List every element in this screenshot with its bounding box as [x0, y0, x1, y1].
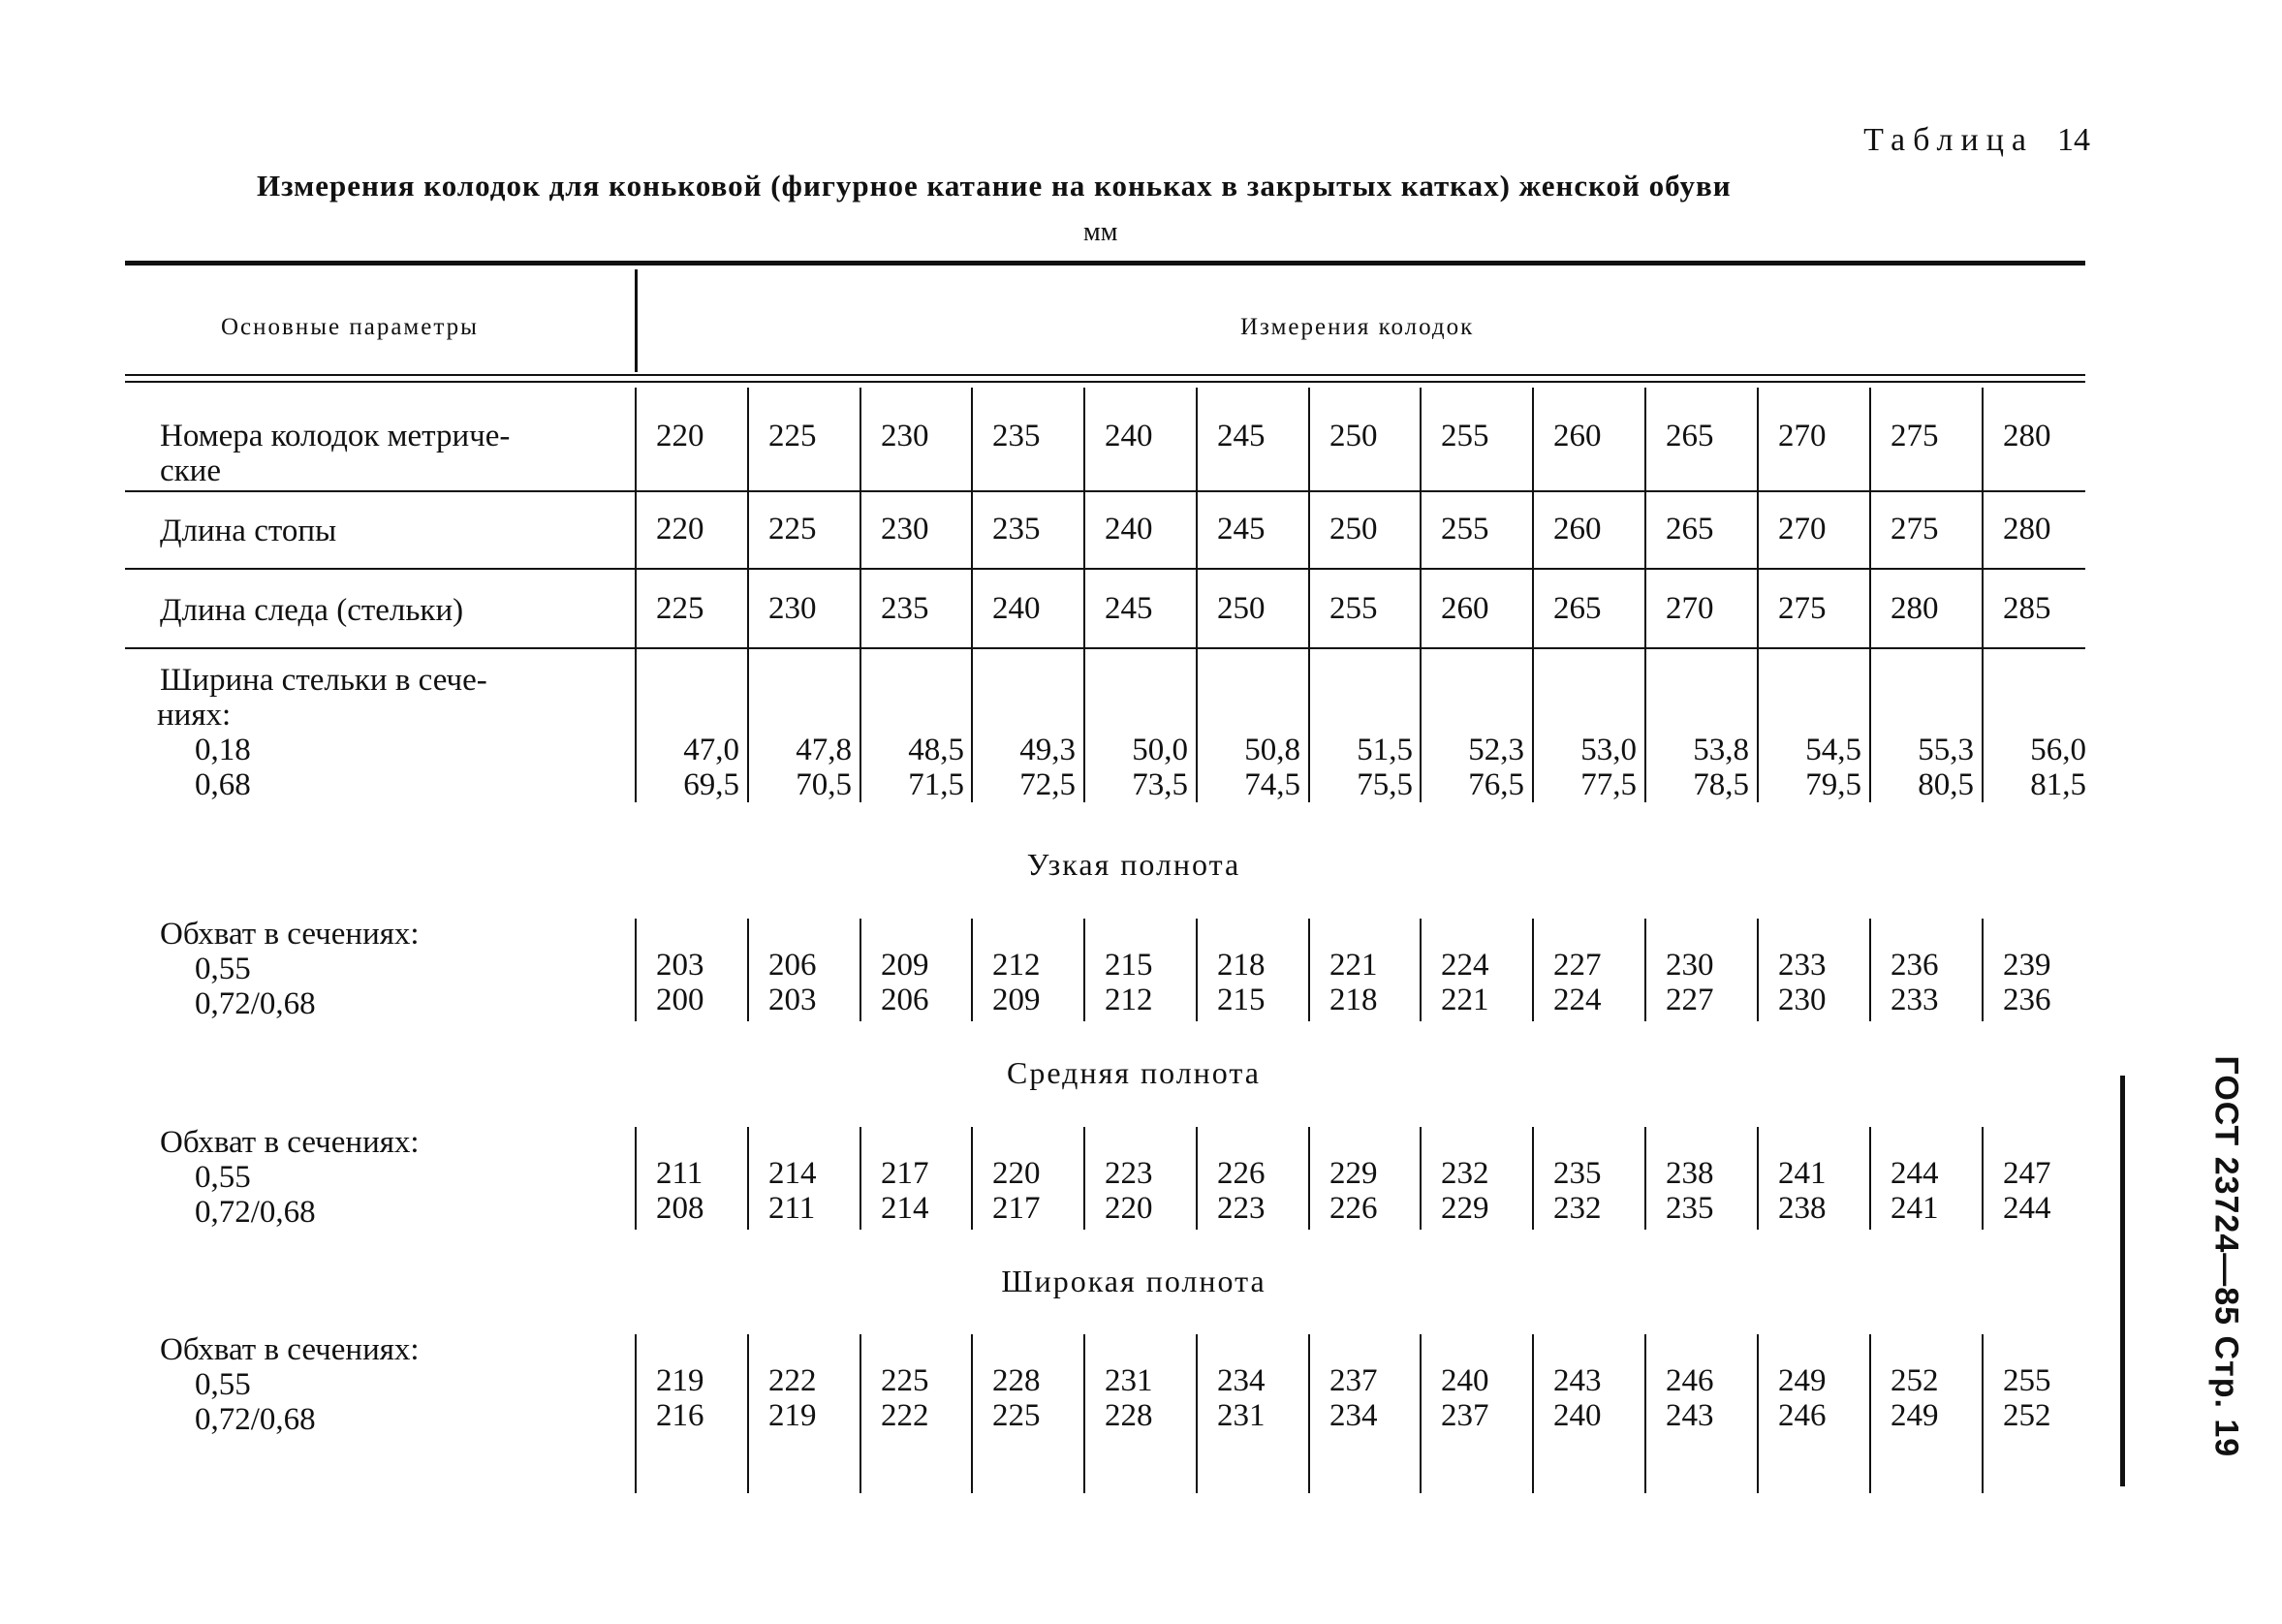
cell-foot-11: 275 [1891, 512, 1939, 547]
cell-section-1-a-9: 238 [1666, 1156, 1714, 1191]
cell-section-1-b-12: 244 [2003, 1191, 2051, 1226]
label-metric-numbers-line1: Номера колодок метриче- [160, 419, 511, 453]
label-insole-width-line2: ниях: [157, 698, 232, 733]
cell-section-1-a-7: 232 [1441, 1156, 1489, 1191]
cell-width-018-10: 54,5 [1805, 733, 1861, 767]
cell-section-1-b-8: 232 [1553, 1191, 1602, 1226]
cell-section-2-a-5: 234 [1217, 1363, 1266, 1398]
row-rule-insole [125, 647, 2085, 649]
cell-section-0-b-9: 227 [1666, 983, 1714, 1017]
cell-width-018-9: 53,8 [1693, 733, 1749, 767]
cell-section-0-a-9: 230 [1666, 948, 1714, 983]
row-rule-foot [125, 568, 2085, 570]
header-divider [635, 269, 638, 372]
cell-section-0-a-4: 215 [1105, 948, 1153, 983]
col-line-section-0-4 [1083, 919, 1085, 1021]
cell-insole-length-2: 235 [881, 591, 929, 626]
cell-section-2-b-8: 240 [1553, 1398, 1602, 1433]
cell-section-0-b-4: 212 [1105, 983, 1153, 1017]
col-line-section-2-11 [1869, 1334, 1871, 1493]
cell-section-0-b-7: 221 [1441, 983, 1489, 1017]
cell-section-1-b-5: 223 [1217, 1191, 1266, 1226]
col-line-section-2-7 [1420, 1334, 1422, 1493]
label-metric-numbers [160, 419, 510, 488]
label-girth-narrow [160, 917, 420, 1021]
cell-width-018-7: 52,3 [1468, 733, 1524, 767]
col-line-section-0-1 [747, 919, 749, 1021]
table-number: 14 [2057, 122, 2090, 158]
cell-metric-0: 220 [656, 419, 704, 453]
col-line-section-0-3 [971, 919, 973, 1021]
col-line-section-1-6 [1308, 1127, 1310, 1230]
cell-metric-2: 230 [881, 419, 929, 453]
cell-insole-length-7: 260 [1441, 591, 1489, 626]
cell-width-068-11: 80,5 [1918, 767, 1974, 802]
cell-width-018-8: 53,0 [1580, 733, 1637, 767]
cell-section-1-b-3: 217 [992, 1191, 1041, 1226]
cell-foot-1: 225 [768, 512, 817, 547]
cell-section-2-b-12: 252 [2003, 1398, 2051, 1433]
cell-metric-6: 250 [1329, 419, 1378, 453]
col-line-section-0-0 [635, 919, 637, 1021]
header-rule-1 [125, 374, 2085, 376]
cell-width-068-2: 71,5 [908, 767, 964, 802]
cell-section-0-a-2: 209 [881, 948, 929, 983]
cell-insole-length-0: 225 [656, 591, 704, 626]
header-last-measurements: Измерения колодок [1240, 314, 1475, 340]
cell-section-2-b-1: 219 [768, 1398, 817, 1433]
cell-section-1-a-12: 247 [2003, 1156, 2051, 1191]
cell-section-2-b-4: 228 [1105, 1398, 1153, 1433]
cell-section-2-a-4: 231 [1105, 1363, 1153, 1398]
cell-width-018-11: 55,3 [1918, 733, 1974, 767]
cell-section-1-a-10: 241 [1778, 1156, 1827, 1191]
cell-insole-length-8: 265 [1553, 591, 1602, 626]
cell-section-1-a-4: 223 [1105, 1156, 1153, 1191]
cell-section-1-b-11: 241 [1891, 1191, 1939, 1226]
table-title: Измерения колодок для коньковой (фигурное катание на коньках в закрытых катках) женской обуви [257, 169, 1732, 203]
cell-foot-6: 250 [1329, 512, 1378, 547]
cell-width-068-10: 79,5 [1805, 767, 1861, 802]
col-line-section-1-5 [1196, 1127, 1198, 1230]
cell-metric-4: 240 [1105, 419, 1153, 453]
cell-section-0-b-2: 206 [881, 983, 929, 1017]
col-line-section-2-5 [1196, 1334, 1198, 1493]
cell-section-2-a-7: 240 [1441, 1363, 1489, 1398]
cell-section-2-a-2: 225 [881, 1363, 929, 1398]
col-line-section-1-12 [1982, 1127, 1984, 1230]
label-girth-wide-sec2: 0,72/0,68 [195, 1402, 316, 1437]
col-line-section-0-8 [1532, 919, 1534, 1021]
cell-insole-length-3: 240 [992, 591, 1041, 626]
cell-foot-10: 270 [1778, 512, 1827, 547]
cell-foot-0: 220 [656, 512, 704, 547]
cell-section-0-b-1: 203 [768, 983, 817, 1017]
col-line-section-1-0 [635, 1127, 637, 1230]
cell-section-0-b-5: 215 [1217, 983, 1266, 1017]
label-metric-numbers-line2: ские [160, 453, 221, 488]
cell-section-1-a-6: 229 [1329, 1156, 1378, 1191]
cell-section-0-a-8: 227 [1553, 948, 1602, 983]
cell-width-068-12: 81,5 [2030, 767, 2086, 802]
cell-section-2-a-8: 243 [1553, 1363, 1602, 1398]
cell-insole-length-4: 245 [1105, 591, 1153, 626]
cell-section-1-b-0: 208 [656, 1191, 704, 1226]
cell-section-1-a-0: 211 [656, 1156, 703, 1191]
header-rule-2 [125, 381, 2085, 383]
table-label [1863, 122, 2090, 159]
cell-width-018-1: 47,8 [796, 733, 852, 767]
col-line-section-2-2 [860, 1334, 861, 1493]
cell-metric-5: 245 [1217, 419, 1266, 453]
col-line-section-1-8 [1532, 1127, 1534, 1230]
cell-foot-9: 265 [1666, 512, 1714, 547]
label-insole-width [157, 663, 487, 802]
col-line-section-2-3 [971, 1334, 973, 1493]
cell-width-068-1: 70,5 [796, 767, 852, 802]
cell-metric-9: 265 [1666, 419, 1714, 453]
cell-width-068-0: 69,5 [683, 767, 739, 802]
cell-section-0-b-0: 200 [656, 983, 704, 1017]
col-line-section-0-7 [1420, 919, 1422, 1021]
cell-section-1-b-9: 235 [1666, 1191, 1714, 1226]
cell-width-018-0: 47,0 [683, 733, 739, 767]
side-gost-reference: ГОСТ 23724—85 Стр. 19 [2207, 1055, 2245, 1458]
col-line-section-1-9 [1644, 1127, 1646, 1230]
cell-foot-12: 280 [2003, 512, 2051, 547]
cell-section-1-b-4: 220 [1105, 1191, 1153, 1226]
cell-section-0-a-3: 212 [992, 948, 1041, 983]
col-line-section-2-9 [1644, 1334, 1646, 1493]
label-foot-length: Длина стопы [160, 514, 337, 548]
cell-section-2-b-7: 237 [1441, 1398, 1489, 1433]
cell-section-0-a-0: 203 [656, 948, 704, 983]
cell-section-1-a-11: 244 [1891, 1156, 1939, 1191]
cell-section-0-a-1: 206 [768, 948, 817, 983]
cell-width-068-3: 72,5 [1019, 767, 1076, 802]
col-line-section-2-6 [1308, 1334, 1310, 1493]
top-rule [125, 261, 2085, 265]
col-line-section-0-9 [1644, 919, 1646, 1021]
cell-insole-length-5: 250 [1217, 591, 1266, 626]
cell-section-2-b-0: 216 [656, 1398, 704, 1433]
cell-section-1-b-2: 214 [881, 1191, 929, 1226]
cell-width-018-2: 48,5 [908, 733, 964, 767]
cell-section-1-a-1: 214 [768, 1156, 817, 1191]
cell-metric-1: 225 [768, 419, 817, 453]
label-insole-width-line1: Ширина стельки в сече- [160, 663, 487, 698]
cell-section-1-a-3: 220 [992, 1156, 1041, 1191]
label-girth-medium-sec2: 0,72/0,68 [195, 1195, 316, 1230]
cell-section-2-b-9: 243 [1666, 1398, 1714, 1433]
cell-section-1-b-6: 226 [1329, 1191, 1378, 1226]
cell-width-018-6: 51,5 [1357, 733, 1413, 767]
cell-width-068-9: 78,5 [1693, 767, 1749, 802]
label-insole-length: Длина следа (стельки) [160, 593, 464, 628]
label-girth-narrow-sec1: 0,55 [195, 952, 251, 986]
cell-section-0-b-11: 233 [1891, 983, 1939, 1017]
cell-foot-7: 255 [1441, 512, 1489, 547]
col-line-section-2-4 [1083, 1334, 1085, 1493]
row-rule-metric [125, 490, 2085, 492]
cell-metric-12: 280 [2003, 419, 2051, 453]
cell-section-0-a-5: 218 [1217, 948, 1266, 983]
cell-insole-length-1: 230 [768, 591, 817, 626]
label-girth-medium-title: Обхват в сечениях: [160, 1125, 420, 1160]
section-title-narrow: Узкая полнота [1026, 847, 1241, 882]
cell-insole-length-10: 275 [1778, 591, 1827, 626]
cell-section-2-a-9: 246 [1666, 1363, 1714, 1398]
col-line-section-1-10 [1757, 1127, 1759, 1230]
col-line-section-1-7 [1420, 1127, 1422, 1230]
label-girth-wide [160, 1332, 420, 1437]
cell-section-0-b-12: 236 [2003, 983, 2051, 1017]
col-line-section-1-2 [860, 1127, 861, 1230]
section-title-wide: Широкая полнота [1001, 1264, 1266, 1298]
cell-width-068-6: 75,5 [1357, 767, 1413, 802]
cell-section-2-b-5: 231 [1217, 1398, 1266, 1433]
cell-section-1-b-7: 229 [1441, 1191, 1489, 1226]
cell-section-2-a-0: 219 [656, 1363, 704, 1398]
col-line-section-0-2 [860, 919, 861, 1021]
cell-insole-length-11: 280 [1891, 591, 1939, 626]
cell-metric-8: 260 [1553, 419, 1602, 453]
cell-section-2-b-2: 222 [881, 1398, 929, 1433]
col-line-section-2-1 [747, 1334, 749, 1493]
cell-section-0-b-6: 218 [1329, 983, 1378, 1017]
cell-section-2-a-1: 222 [768, 1363, 817, 1398]
cell-width-068-4: 73,5 [1132, 767, 1188, 802]
cell-metric-11: 275 [1891, 419, 1939, 453]
col-line-section-1-1 [747, 1127, 749, 1230]
col-line-section-1-3 [971, 1127, 973, 1230]
label-girth-medium-sec1: 0,55 [195, 1160, 251, 1195]
cell-section-2-a-10: 249 [1778, 1363, 1827, 1398]
col-line-section-2-10 [1757, 1334, 1759, 1493]
cell-section-2-b-6: 234 [1329, 1398, 1378, 1433]
cell-section-2-a-12: 255 [2003, 1363, 2051, 1398]
cell-section-1-a-8: 235 [1553, 1156, 1602, 1191]
cell-width-018-5: 50,8 [1244, 733, 1300, 767]
cell-section-1-a-5: 226 [1217, 1156, 1266, 1191]
cell-section-0-b-8: 224 [1553, 983, 1602, 1017]
label-girth-narrow-title: Обхват в сечениях: [160, 917, 420, 952]
cell-section-2-b-11: 249 [1891, 1398, 1939, 1433]
label-girth-narrow-sec2: 0,72/0,68 [195, 986, 316, 1021]
cell-section-1-b-1: 211 [768, 1191, 816, 1226]
col-line-section-1-11 [1869, 1127, 1871, 1230]
col-line-section-1-4 [1083, 1127, 1085, 1230]
cell-insole-length-9: 270 [1666, 591, 1714, 626]
col-line-section-0-12 [1982, 919, 1984, 1021]
cell-section-2-b-3: 225 [992, 1398, 1041, 1433]
cell-width-018-12: 56,0 [2030, 733, 2086, 767]
cell-section-0-a-11: 236 [1891, 948, 1939, 983]
cell-foot-2: 230 [881, 512, 929, 547]
cell-width-018-3: 49,3 [1019, 733, 1076, 767]
label-girth-medium [160, 1125, 420, 1230]
cell-width-068-5: 74,5 [1244, 767, 1300, 802]
cell-metric-3: 235 [992, 419, 1041, 453]
cell-insole-length-12: 285 [2003, 591, 2051, 626]
cell-metric-10: 270 [1778, 419, 1827, 453]
cell-section-1-a-2: 217 [881, 1156, 929, 1191]
col-line-section-0-10 [1757, 919, 1759, 1021]
cell-foot-3: 235 [992, 512, 1041, 547]
cell-section-0-a-7: 224 [1441, 948, 1489, 983]
col-line-section-2-0 [635, 1334, 637, 1493]
cell-section-2-b-10: 246 [1778, 1398, 1827, 1433]
cell-foot-5: 245 [1217, 512, 1266, 547]
label-section-068: 0,68 [195, 767, 251, 802]
side-footer [2119, 1055, 2245, 1483]
cell-foot-4: 240 [1105, 512, 1153, 547]
label-girth-wide-title: Обхват в сечениях: [160, 1332, 420, 1367]
col-line-section-2-8 [1532, 1334, 1534, 1493]
cell-section-0-a-12: 239 [2003, 948, 2051, 983]
table-label-word: Таблица [1863, 122, 2034, 158]
cell-section-2-a-3: 228 [992, 1363, 1041, 1398]
col-line-section-2-12 [1982, 1334, 1984, 1493]
unit-label: мм [1083, 217, 1118, 247]
cell-width-018-4: 50,0 [1132, 733, 1188, 767]
col-line-section-0-6 [1308, 919, 1310, 1021]
cell-section-1-b-10: 238 [1778, 1191, 1827, 1226]
label-section-018: 0,18 [195, 733, 251, 767]
cell-section-0-a-6: 221 [1329, 948, 1378, 983]
cell-metric-7: 255 [1441, 419, 1489, 453]
cell-section-2-a-6: 237 [1329, 1363, 1378, 1398]
col-line-section-0-5 [1196, 919, 1198, 1021]
header-main-params: Основные параметры [221, 314, 479, 340]
cell-width-068-7: 76,5 [1468, 767, 1524, 802]
cell-section-0-b-10: 230 [1778, 983, 1827, 1017]
cell-width-068-8: 77,5 [1580, 767, 1637, 802]
cell-section-0-a-10: 233 [1778, 948, 1827, 983]
label-girth-wide-sec1: 0,55 [195, 1367, 251, 1402]
cell-section-2-a-11: 252 [1891, 1363, 1939, 1398]
col-line-section-0-11 [1869, 919, 1871, 1021]
cell-section-0-b-3: 209 [992, 983, 1041, 1017]
cell-foot-8: 260 [1553, 512, 1602, 547]
section-title-medium: Средняя полнота [1007, 1055, 1261, 1090]
cell-insole-length-6: 255 [1329, 591, 1378, 626]
